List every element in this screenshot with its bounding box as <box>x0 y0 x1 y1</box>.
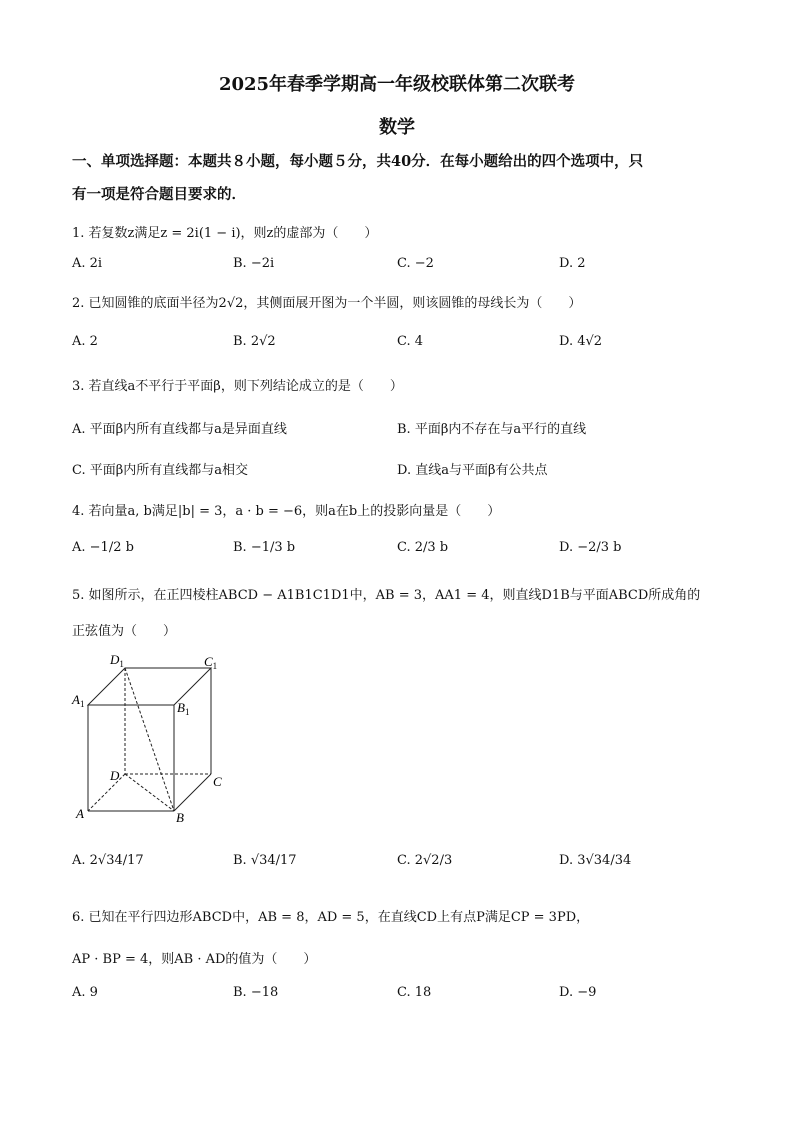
subject-title: 数学 <box>379 117 415 138</box>
q2-option-c: C. 4 <box>397 334 424 349</box>
question-6: 6. 已知在平行四边形ABCD中，AB = 8，AD = 5，在直线CD上有点P满足CP = 3PD， <box>72 910 590 925</box>
question-5-text-line2: 正弦值为（ ） <box>72 624 177 639</box>
question-2-text: 已知圆锥的底面半径为2√2，其侧面展开图为一个半圆，则该圆锥的母线长为（ ） <box>88 296 582 311</box>
question-3-text: 若直线a不平行于平面β，则下列结论成立的是（ ） <box>88 379 403 394</box>
q5-option-b: B. √34/17 <box>233 853 297 868</box>
label-b: B <box>176 810 184 825</box>
question-2: 2. 已知圆锥的底面半径为2√2，其侧面展开图为一个半圆，则该圆锥的母线长为（ ） <box>72 296 582 311</box>
question-1-text: 若复数z满足z = 2i(1 − i)，则z的虚部为（ ） <box>88 226 378 241</box>
q6-option-d: D. −9 <box>559 985 597 1000</box>
q1-option-a: A. 2i <box>72 256 103 271</box>
q5-option-d: D. 3√34/34 <box>559 853 632 868</box>
q1-option-c: C. −2 <box>397 256 434 271</box>
section-heading-line1: 一、单项选择题：本题共８小题，每小题５分，共40分．在每小题给出的四个选项中，只 <box>72 153 644 170</box>
label-d: D <box>110 768 120 783</box>
q2-option-a: A. 2 <box>72 334 98 349</box>
q3-option-c: C. 平面β内所有直线都与a相交 <box>72 463 249 478</box>
question-4: 4. 若向量a, b满足|b| = 3，a · b = −6，则a在b上的投影向量是（ ） <box>72 504 501 519</box>
q5-option-c: C. 2√2/3 <box>397 853 453 868</box>
prism-figure <box>70 648 230 828</box>
label-a: A <box>76 806 84 821</box>
question-1: 1. 若复数z满足z = 2i(1 − i)，则z的虚部为（ ） <box>72 226 378 241</box>
label-c1: $C_1$ <box>204 654 218 671</box>
q4-option-b: B. −1/3 b <box>233 540 296 555</box>
q3-option-a: A. 平面β内所有直线都与a是异面直线 <box>72 422 287 437</box>
q6-option-b: B. −18 <box>233 985 279 1000</box>
q1-option-d: D. 2 <box>559 256 586 271</box>
q6-option-a: A. 9 <box>72 985 98 1000</box>
q4-option-d: D. −2/3 b <box>559 540 622 555</box>
q2-option-d: D. 4√2 <box>559 334 603 349</box>
q1-option-b: B. −2i <box>233 256 275 271</box>
label-d1: $D_1$ <box>110 652 124 669</box>
label-a1: $A_1$ <box>72 692 85 709</box>
exam-title: 2025年春季学期高一年级校联体第二次联考 <box>218 74 576 95</box>
q6-option-c: C. 18 <box>397 985 432 1000</box>
label-b1: $B_1$ <box>177 700 190 717</box>
q5-option-a: A. 2√34/17 <box>72 853 144 868</box>
question-5-text-line1: 如图所示，在正四棱柱ABCD − A1B1C1D1中，AB = 3，AA1 = 4，则直线D1B与平面ABCD所成角的 <box>88 588 701 603</box>
question-6-text-line1: 已知在平行四边形ABCD中，AB = 8，AD = 5，在直线CD上有点P满足CP = 3PD， <box>88 910 590 925</box>
label-c: C <box>213 774 222 789</box>
question-3: 3. 若直线a不平行于平面β，则下列结论成立的是（ ） <box>72 379 403 394</box>
question-6-text-line2: AP · BP = 4，则AB · AD的值为（ ） <box>72 952 317 967</box>
q4-option-a: A. −1/2 b <box>72 540 134 555</box>
section-heading-line2: 有一项是符合题目要求的． <box>72 186 246 203</box>
question-4-text: 若向量a, b满足|b| = 3，a · b = −6，则a在b上的投影向量是（ ） <box>88 504 501 519</box>
q3-option-b: B. 平面β内不存在与a平行的直线 <box>397 422 587 437</box>
q4-option-c: C. 2/3 b <box>397 540 449 555</box>
question-5: 5. 如图所示，在正四棱柱ABCD − A1B1C1D1中，AB = 3，AA1 = 4，则直线D1B与平面ABCD所成角的 <box>72 588 701 603</box>
q2-option-b: B. 2√2 <box>233 334 276 349</box>
q3-option-d: D. 直线a与平面β有公共点 <box>397 463 548 478</box>
